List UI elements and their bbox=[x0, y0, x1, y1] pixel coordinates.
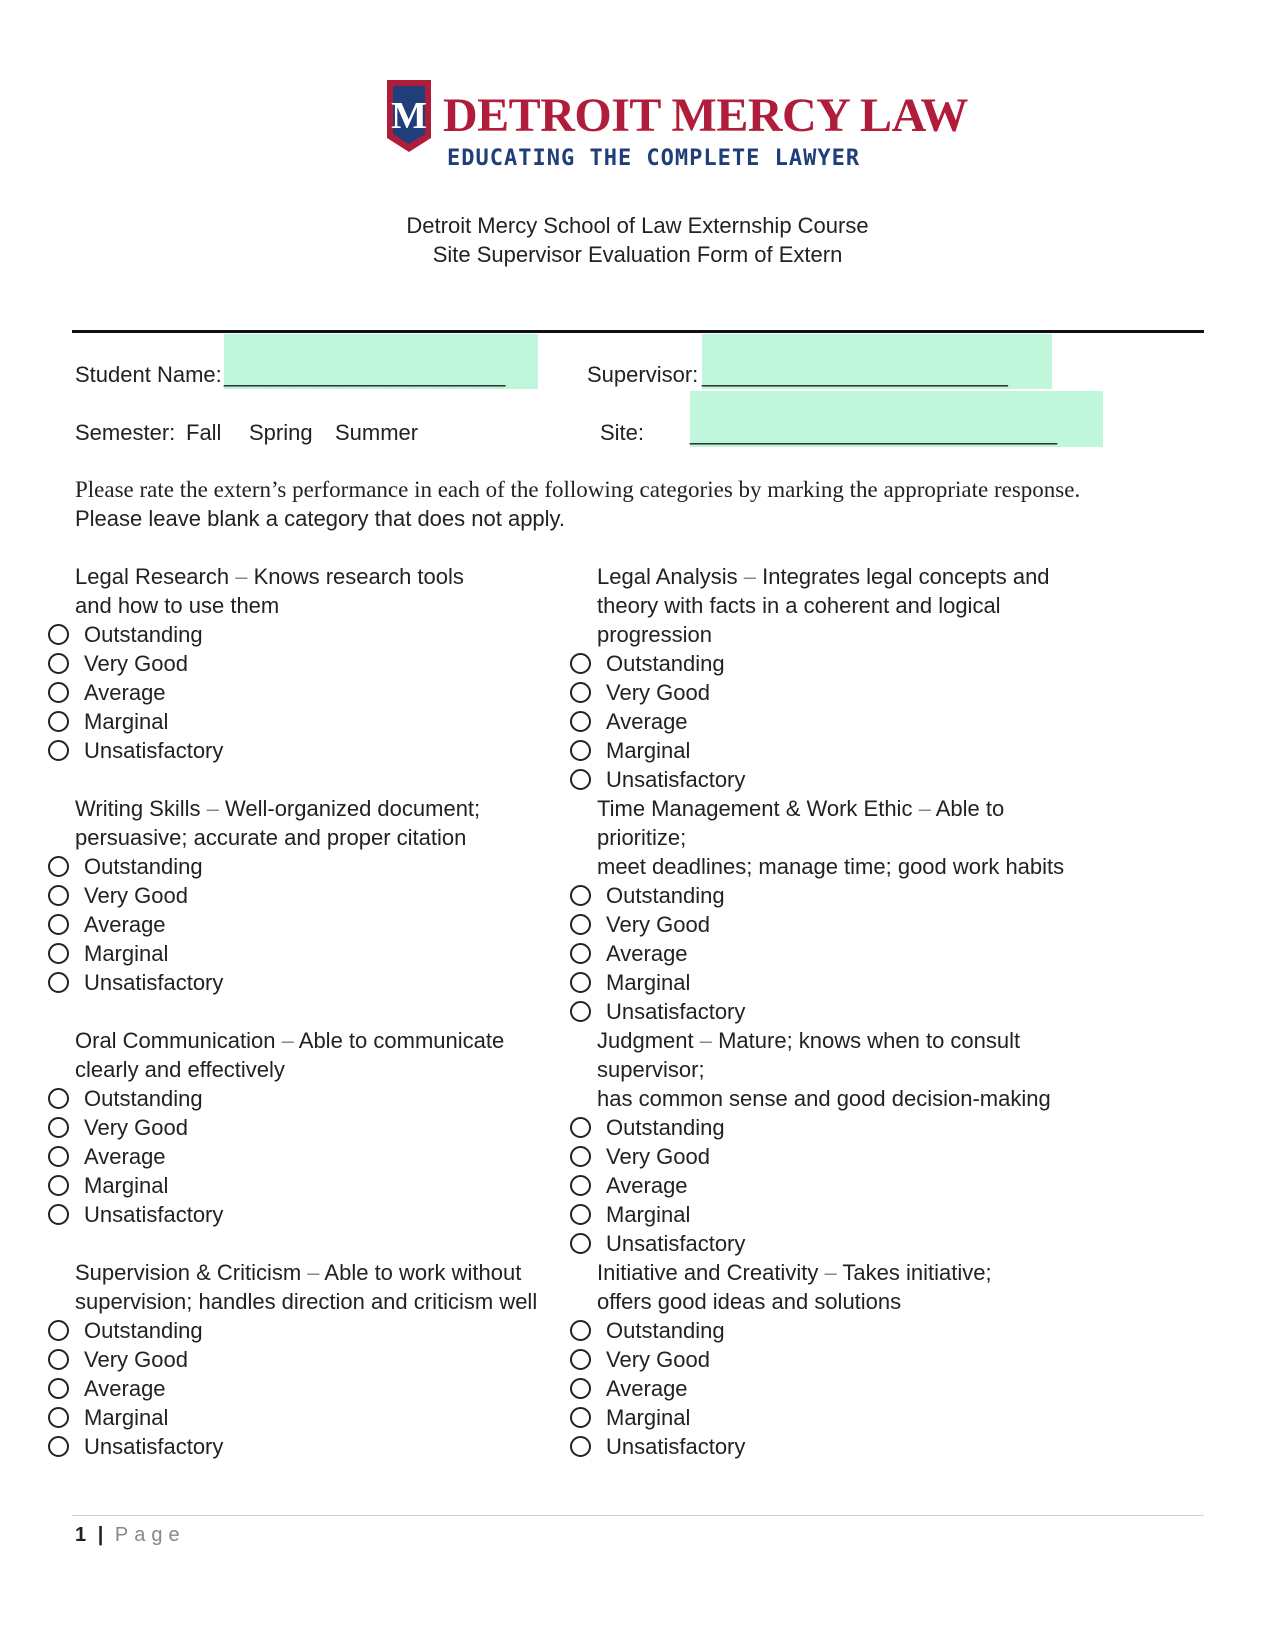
rating-option[interactable] bbox=[48, 736, 568, 765]
rating-option-label: Very Good bbox=[84, 1346, 188, 1372]
student-name-field[interactable] bbox=[224, 334, 538, 389]
radio-button-icon[interactable] bbox=[570, 1436, 591, 1457]
radio-button-icon[interactable] bbox=[570, 972, 591, 993]
rating-option-label: Average bbox=[606, 940, 688, 966]
radio-button-icon[interactable] bbox=[570, 711, 591, 732]
radio-button-icon[interactable] bbox=[48, 1117, 69, 1138]
student-name-line: _______________________ bbox=[224, 362, 506, 387]
radio-button-icon[interactable] bbox=[570, 1117, 591, 1138]
radio-button-icon[interactable] bbox=[48, 653, 69, 674]
rating-option-label: Average bbox=[84, 679, 166, 705]
category-description-line-1: Able to work without bbox=[319, 1260, 522, 1285]
rating-option-label: Marginal bbox=[606, 1404, 691, 1430]
category-description bbox=[570, 562, 1090, 649]
rating-option[interactable] bbox=[48, 881, 568, 910]
category-description bbox=[570, 794, 1090, 881]
category-description-line-2: clearly and effectively bbox=[75, 1057, 285, 1082]
footer-divider bbox=[72, 1515, 1204, 1516]
rating-option-label: Outstanding bbox=[606, 882, 725, 908]
rating-option-label: Unsatisfactory bbox=[84, 969, 224, 995]
rating-option[interactable] bbox=[570, 881, 1090, 910]
category-title: Writing Skills bbox=[75, 796, 201, 821]
rating-option[interactable] bbox=[570, 765, 1090, 794]
radio-button-icon[interactable] bbox=[570, 1378, 591, 1399]
radio-button-icon[interactable] bbox=[48, 914, 69, 935]
semester-option-fall[interactable]: Fall bbox=[186, 420, 222, 445]
rating-option[interactable] bbox=[48, 620, 568, 649]
radio-button-icon[interactable] bbox=[48, 1378, 69, 1399]
rating-option-label: Marginal bbox=[606, 1201, 691, 1227]
shield-m-icon bbox=[385, 78, 433, 154]
category-block bbox=[48, 562, 568, 765]
rating-option-label: Very Good bbox=[84, 650, 188, 676]
rating-option-label: Outstanding bbox=[84, 1085, 203, 1111]
logo-tagline: EDUCATING THE COMPLETE LAWYER bbox=[447, 146, 861, 171]
rating-option-label: Marginal bbox=[84, 1172, 169, 1198]
rating-option[interactable] bbox=[570, 1200, 1090, 1229]
rating-option[interactable] bbox=[48, 678, 568, 707]
rating-option-label: Unsatisfactory bbox=[84, 737, 224, 763]
radio-button-icon[interactable] bbox=[48, 624, 69, 645]
semester-option-summer[interactable]: Summer bbox=[335, 420, 419, 445]
radio-button-icon[interactable] bbox=[48, 1088, 69, 1109]
radio-button-icon[interactable] bbox=[570, 769, 591, 790]
radio-button-icon[interactable] bbox=[570, 1175, 591, 1196]
rating-option[interactable] bbox=[570, 910, 1090, 939]
site-field[interactable] bbox=[690, 391, 1103, 447]
category-description-line-2: supervision; handles direction and criticism well bbox=[75, 1289, 538, 1314]
radio-button-icon[interactable] bbox=[570, 885, 591, 906]
radio-button-icon[interactable] bbox=[48, 740, 69, 761]
svg-text:M: M bbox=[391, 95, 427, 137]
rating-option-label: Marginal bbox=[84, 708, 169, 734]
rating-option-label: Marginal bbox=[606, 969, 691, 995]
rating-option[interactable] bbox=[570, 1229, 1090, 1258]
instructions-line-1: Please rate the extern’s performance in each of the following categories by marking the appropriate response. bbox=[75, 477, 1081, 502]
course-title: Detroit Mercy School of Law Externship Course bbox=[406, 213, 869, 238]
rating-option-label: Outstanding bbox=[84, 853, 203, 879]
page-number: 1 bbox=[75, 1524, 87, 1546]
rating-option-label: Average bbox=[84, 1375, 166, 1401]
rating-option[interactable] bbox=[48, 939, 568, 968]
radio-button-icon[interactable] bbox=[570, 943, 591, 964]
radio-button-icon[interactable] bbox=[48, 682, 69, 703]
category-title: Oral Communication bbox=[75, 1028, 276, 1053]
radio-button-icon[interactable] bbox=[570, 1233, 591, 1254]
radio-button-icon[interactable] bbox=[48, 1204, 69, 1225]
category-title: Legal Research bbox=[75, 564, 230, 589]
category-description-line-1: Able to communicate bbox=[293, 1028, 505, 1053]
header-divider bbox=[72, 330, 1204, 333]
rating-option-label: Average bbox=[606, 1172, 688, 1198]
rating-option[interactable] bbox=[48, 1374, 568, 1403]
category-dash: – bbox=[229, 564, 248, 589]
rating-option[interactable] bbox=[570, 649, 1090, 678]
rating-option-label: Very Good bbox=[84, 882, 188, 908]
radio-button-icon[interactable] bbox=[48, 1436, 69, 1457]
rating-option-label: Marginal bbox=[84, 940, 169, 966]
rating-option[interactable] bbox=[48, 1142, 568, 1171]
supervisor-line: _________________________ bbox=[702, 362, 1008, 387]
rating-option-label: Outstanding bbox=[606, 650, 725, 676]
rating-option[interactable] bbox=[48, 968, 568, 997]
category-description-line-2: meet deadlines; manage time; good work habits bbox=[597, 854, 1065, 879]
student-name-label: Student Name: bbox=[75, 362, 222, 387]
category-title: Legal Analysis bbox=[597, 564, 738, 589]
rating-option[interactable] bbox=[570, 678, 1090, 707]
category-dash: – bbox=[818, 1260, 837, 1285]
rating-option-label: Average bbox=[84, 1143, 166, 1169]
rating-option[interactable] bbox=[570, 997, 1090, 1026]
rating-option-label: Marginal bbox=[606, 737, 691, 763]
category-description-line-1: Takes initiative; bbox=[836, 1260, 992, 1285]
supervisor-label: Supervisor: bbox=[587, 362, 699, 387]
category-description-line-2: and how to use them bbox=[75, 593, 280, 618]
rating-option-label: Very Good bbox=[84, 1114, 188, 1140]
rating-option[interactable] bbox=[48, 1171, 568, 1200]
rating-option-label: Unsatisfactory bbox=[606, 766, 746, 792]
category-description-line-1: Mature; knows when to consult supervisor; bbox=[597, 1028, 1021, 1082]
supervisor-field[interactable] bbox=[702, 334, 1052, 389]
category-description bbox=[48, 1026, 568, 1084]
category-title: Time Management & Work Ethic bbox=[597, 796, 913, 821]
rating-option[interactable] bbox=[48, 1113, 568, 1142]
rating-option[interactable] bbox=[48, 910, 568, 939]
rating-option-label: Very Good bbox=[606, 911, 710, 937]
rating-option-label: Average bbox=[606, 1375, 688, 1401]
radio-button-icon[interactable] bbox=[48, 1407, 69, 1428]
rating-option-label: Unsatisfactory bbox=[84, 1201, 224, 1227]
semester-label: Semester: bbox=[75, 420, 176, 445]
radio-button-icon[interactable] bbox=[570, 1320, 591, 1341]
radio-button-icon[interactable] bbox=[570, 1349, 591, 1370]
category-dash: – bbox=[693, 1028, 712, 1053]
category-title: Judgment bbox=[597, 1028, 694, 1053]
rating-option[interactable] bbox=[48, 707, 568, 736]
rating-option[interactable] bbox=[48, 1432, 568, 1461]
rating-option[interactable] bbox=[570, 939, 1090, 968]
category-dash: – bbox=[301, 1260, 320, 1285]
category-description bbox=[570, 1258, 1090, 1316]
rating-option[interactable] bbox=[48, 1316, 568, 1345]
rating-option[interactable] bbox=[570, 1432, 1090, 1461]
category-dash: – bbox=[200, 796, 219, 821]
category-block bbox=[48, 1026, 568, 1229]
category-description-line-2: theory with facts in a coherent and logical progression bbox=[597, 593, 1001, 647]
rating-option-label: Unsatisfactory bbox=[606, 1433, 746, 1459]
category-description-line-1: Integrates legal concepts and bbox=[756, 564, 1050, 589]
category-dash: – bbox=[912, 796, 931, 821]
category-dash: – bbox=[275, 1028, 294, 1053]
radio-button-icon[interactable] bbox=[48, 885, 69, 906]
radio-button-icon[interactable] bbox=[48, 1349, 69, 1370]
rating-option[interactable] bbox=[570, 1345, 1090, 1374]
radio-button-icon[interactable] bbox=[48, 1175, 69, 1196]
radio-button-icon[interactable] bbox=[570, 1001, 591, 1022]
rating-option-label: Very Good bbox=[606, 679, 710, 705]
category-description-line-1: Well-organized document; bbox=[218, 796, 481, 821]
rating-option[interactable] bbox=[570, 1142, 1090, 1171]
rating-option[interactable] bbox=[570, 1171, 1090, 1200]
radio-button-icon[interactable] bbox=[570, 1407, 591, 1428]
rating-option-label: Unsatisfactory bbox=[606, 998, 746, 1024]
rating-option[interactable] bbox=[48, 649, 568, 678]
category-description-line-1: Able to prioritize; bbox=[597, 796, 1005, 850]
rating-option[interactable] bbox=[570, 707, 1090, 736]
category-description bbox=[48, 1258, 568, 1316]
site-line: ______________________________ bbox=[690, 420, 1058, 445]
radio-button-icon[interactable] bbox=[570, 740, 591, 761]
category-block bbox=[570, 794, 1090, 1026]
form-title: Site Supervisor Evaluation Form of Extern bbox=[432, 242, 843, 267]
rating-option[interactable] bbox=[570, 736, 1090, 765]
rating-option[interactable] bbox=[570, 968, 1090, 997]
category-title: Supervision & Criticism bbox=[75, 1260, 302, 1285]
rating-option-label: Very Good bbox=[606, 1346, 710, 1372]
site-label: Site: bbox=[600, 420, 645, 445]
rating-option[interactable] bbox=[48, 1345, 568, 1374]
category-description-line-1: Knows research tools bbox=[247, 564, 464, 589]
rating-option[interactable] bbox=[570, 1403, 1090, 1432]
category-dash: – bbox=[737, 564, 757, 589]
rating-option-label: Marginal bbox=[84, 1404, 169, 1430]
law-school-logo bbox=[385, 78, 968, 178]
radio-button-icon[interactable] bbox=[570, 653, 591, 674]
radio-button-icon[interactable] bbox=[48, 711, 69, 732]
radio-button-icon[interactable] bbox=[48, 943, 69, 964]
category-block bbox=[48, 794, 568, 997]
rating-option-label: Outstanding bbox=[606, 1114, 725, 1140]
category-block bbox=[570, 1026, 1090, 1258]
rating-option-label: Outstanding bbox=[606, 1317, 725, 1343]
category-description-line-2: has common sense and good decision-making bbox=[597, 1086, 1051, 1111]
category-description bbox=[48, 794, 568, 852]
radio-button-icon[interactable] bbox=[570, 1204, 591, 1225]
rating-option-label: Very Good bbox=[606, 1143, 710, 1169]
rating-option[interactable] bbox=[48, 1200, 568, 1229]
category-block bbox=[570, 1258, 1090, 1461]
category-block bbox=[48, 1258, 568, 1461]
logo-wordmark: DETROIT MERCY LAW bbox=[443, 89, 968, 142]
page-footer bbox=[75, 1524, 186, 1547]
rating-option-label: Unsatisfactory bbox=[84, 1433, 224, 1459]
category-description-line-2: offers good ideas and solutions bbox=[597, 1289, 902, 1314]
radio-button-icon[interactable] bbox=[570, 682, 591, 703]
instructions-line-2: Please leave blank a category that does not apply. bbox=[75, 506, 566, 531]
category-description bbox=[48, 562, 568, 620]
category-description-line-2: persuasive; accurate and proper citation bbox=[75, 825, 467, 850]
page-separator: | bbox=[97, 1524, 104, 1546]
radio-button-icon[interactable] bbox=[48, 972, 69, 993]
rating-option-label: Outstanding bbox=[84, 621, 203, 647]
rating-option[interactable] bbox=[48, 1084, 568, 1113]
radio-button-icon[interactable] bbox=[570, 914, 591, 935]
radio-button-icon[interactable] bbox=[48, 1320, 69, 1341]
category-block bbox=[570, 562, 1090, 794]
radio-button-icon[interactable] bbox=[48, 1146, 69, 1167]
page-word: Page bbox=[114, 1524, 186, 1546]
rating-option-label: Average bbox=[606, 708, 688, 734]
rating-option[interactable] bbox=[570, 1374, 1090, 1403]
category-title: Initiative and Creativity bbox=[597, 1260, 819, 1285]
semester-option-spring[interactable]: Spring bbox=[249, 420, 313, 445]
rating-option-label: Average bbox=[84, 911, 166, 937]
radio-button-icon[interactable] bbox=[570, 1146, 591, 1167]
radio-button-icon[interactable] bbox=[48, 856, 69, 877]
rating-option[interactable] bbox=[570, 1113, 1090, 1142]
rating-option-label: Outstanding bbox=[84, 1317, 203, 1343]
category-description bbox=[570, 1026, 1090, 1113]
rating-option[interactable] bbox=[48, 1403, 568, 1432]
rating-option-label: Unsatisfactory bbox=[606, 1230, 746, 1256]
rating-option[interactable] bbox=[570, 1316, 1090, 1345]
rating-option[interactable] bbox=[48, 852, 568, 881]
